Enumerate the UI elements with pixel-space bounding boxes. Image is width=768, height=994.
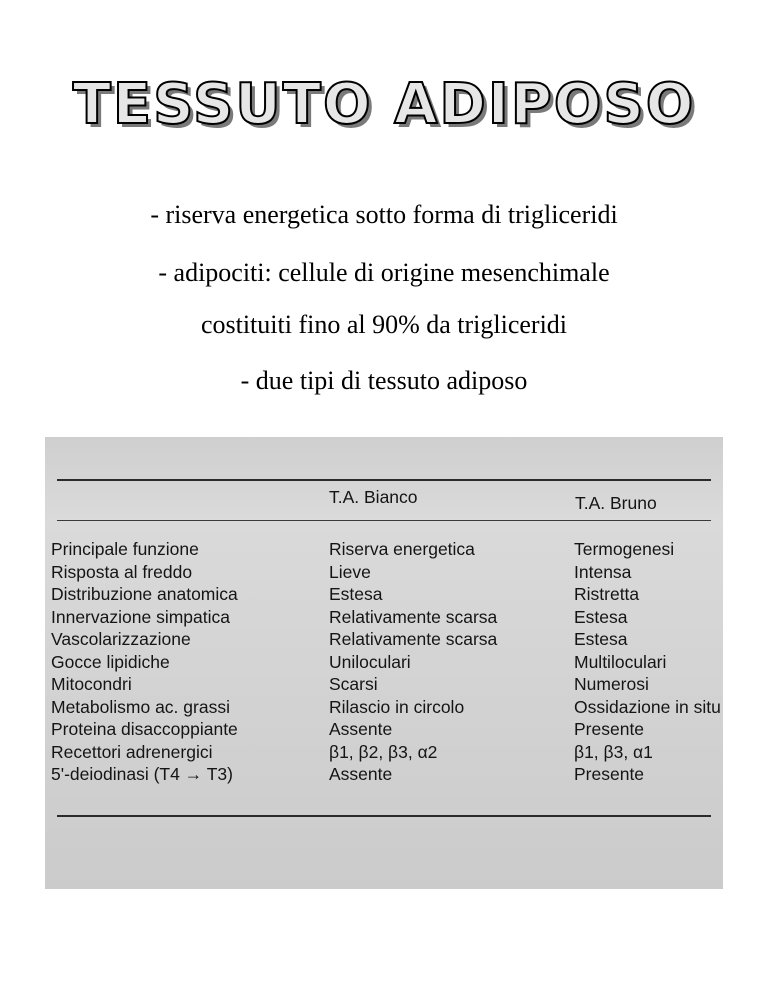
brown-adipose-value: Ossidazione in situ xyxy=(574,696,721,717)
brown-adipose-value: Estesa xyxy=(574,629,628,649)
table-row xyxy=(51,629,723,652)
table-row xyxy=(51,764,723,787)
row-label: Innervazione simpatica xyxy=(51,606,230,627)
scanned-table-image xyxy=(45,437,723,889)
brown-adipose-value: Estesa xyxy=(574,606,628,627)
comparison-table xyxy=(51,437,723,889)
white-adipose-value: Riserva energetica xyxy=(329,539,475,559)
white-adipose-value: Relativamente scarsa xyxy=(329,606,498,627)
table-row xyxy=(51,697,723,720)
table-row xyxy=(51,719,723,742)
table-row xyxy=(51,584,723,607)
brown-adipose-value: Presente xyxy=(574,719,645,739)
table-row xyxy=(51,562,723,585)
white-adipose-value: Assente xyxy=(329,764,393,784)
white-adipose-value: β1, β2, β3, α2 xyxy=(329,741,438,762)
white-adipose-value: Lieve xyxy=(329,561,371,582)
white-adipose-value: Rilascio in circolo xyxy=(329,696,465,717)
page-title: TESSUTO ADIPOSO xyxy=(72,72,696,137)
row-label: Vascolarizzazione xyxy=(51,629,191,649)
table-row xyxy=(51,539,723,562)
brown-adipose-value: Ristretta xyxy=(574,584,640,604)
row-label: Mitocondri xyxy=(51,674,132,694)
brown-adipose-value: Numerosi xyxy=(574,674,649,694)
white-adipose-value: Assente xyxy=(329,719,393,739)
header-white-adipose: T.A. Bianco xyxy=(329,487,418,507)
bullet-adipocytes-continued: costituiti fino al 90% da trigliceridi xyxy=(200,310,568,339)
table-row xyxy=(51,674,723,697)
row-label: Principale funzione xyxy=(51,539,199,559)
brown-adipose-value: Multiloculari xyxy=(574,651,667,672)
table-row xyxy=(51,742,723,765)
brown-adipose-value: β1, β3, α1 xyxy=(574,741,653,762)
brown-adipose-value: Termogenesi xyxy=(574,539,675,559)
white-adipose-value: Estesa xyxy=(329,584,383,604)
bullet-adipocytes: - adipociti: cellule di origine mesenchimale xyxy=(158,258,610,287)
row-label: Distribuzione anatomica xyxy=(51,584,238,604)
header-brown-adipose: T.A. Bruno xyxy=(575,493,657,513)
row-label: Risposta al freddo xyxy=(51,561,193,582)
row-label: Recettori adrenergici xyxy=(51,741,213,762)
table-row xyxy=(51,652,723,675)
white-adipose-value: Relativamente scarsa xyxy=(329,629,498,649)
table-body xyxy=(51,539,723,787)
brown-adipose-value: Presente xyxy=(574,764,645,784)
row-label: Proteina disaccoppiante xyxy=(51,719,238,739)
bullet-energy-reserve: - riserva energetica sotto forma di trigliceridi xyxy=(150,200,618,229)
row-label: Metabolismo ac. grassi xyxy=(51,696,230,717)
white-adipose-value: Scarsi xyxy=(329,674,378,694)
brown-adipose-value: Intensa xyxy=(574,561,632,582)
white-adipose-value: Uniloculari xyxy=(329,651,411,672)
row-label: 5'-deiodinasi (T4 → T3) xyxy=(51,764,233,784)
row-label: Gocce lipidiche xyxy=(51,651,170,672)
bullet-two-types: - due tipi di tessuto adiposo xyxy=(240,366,528,395)
table-row xyxy=(51,607,723,630)
